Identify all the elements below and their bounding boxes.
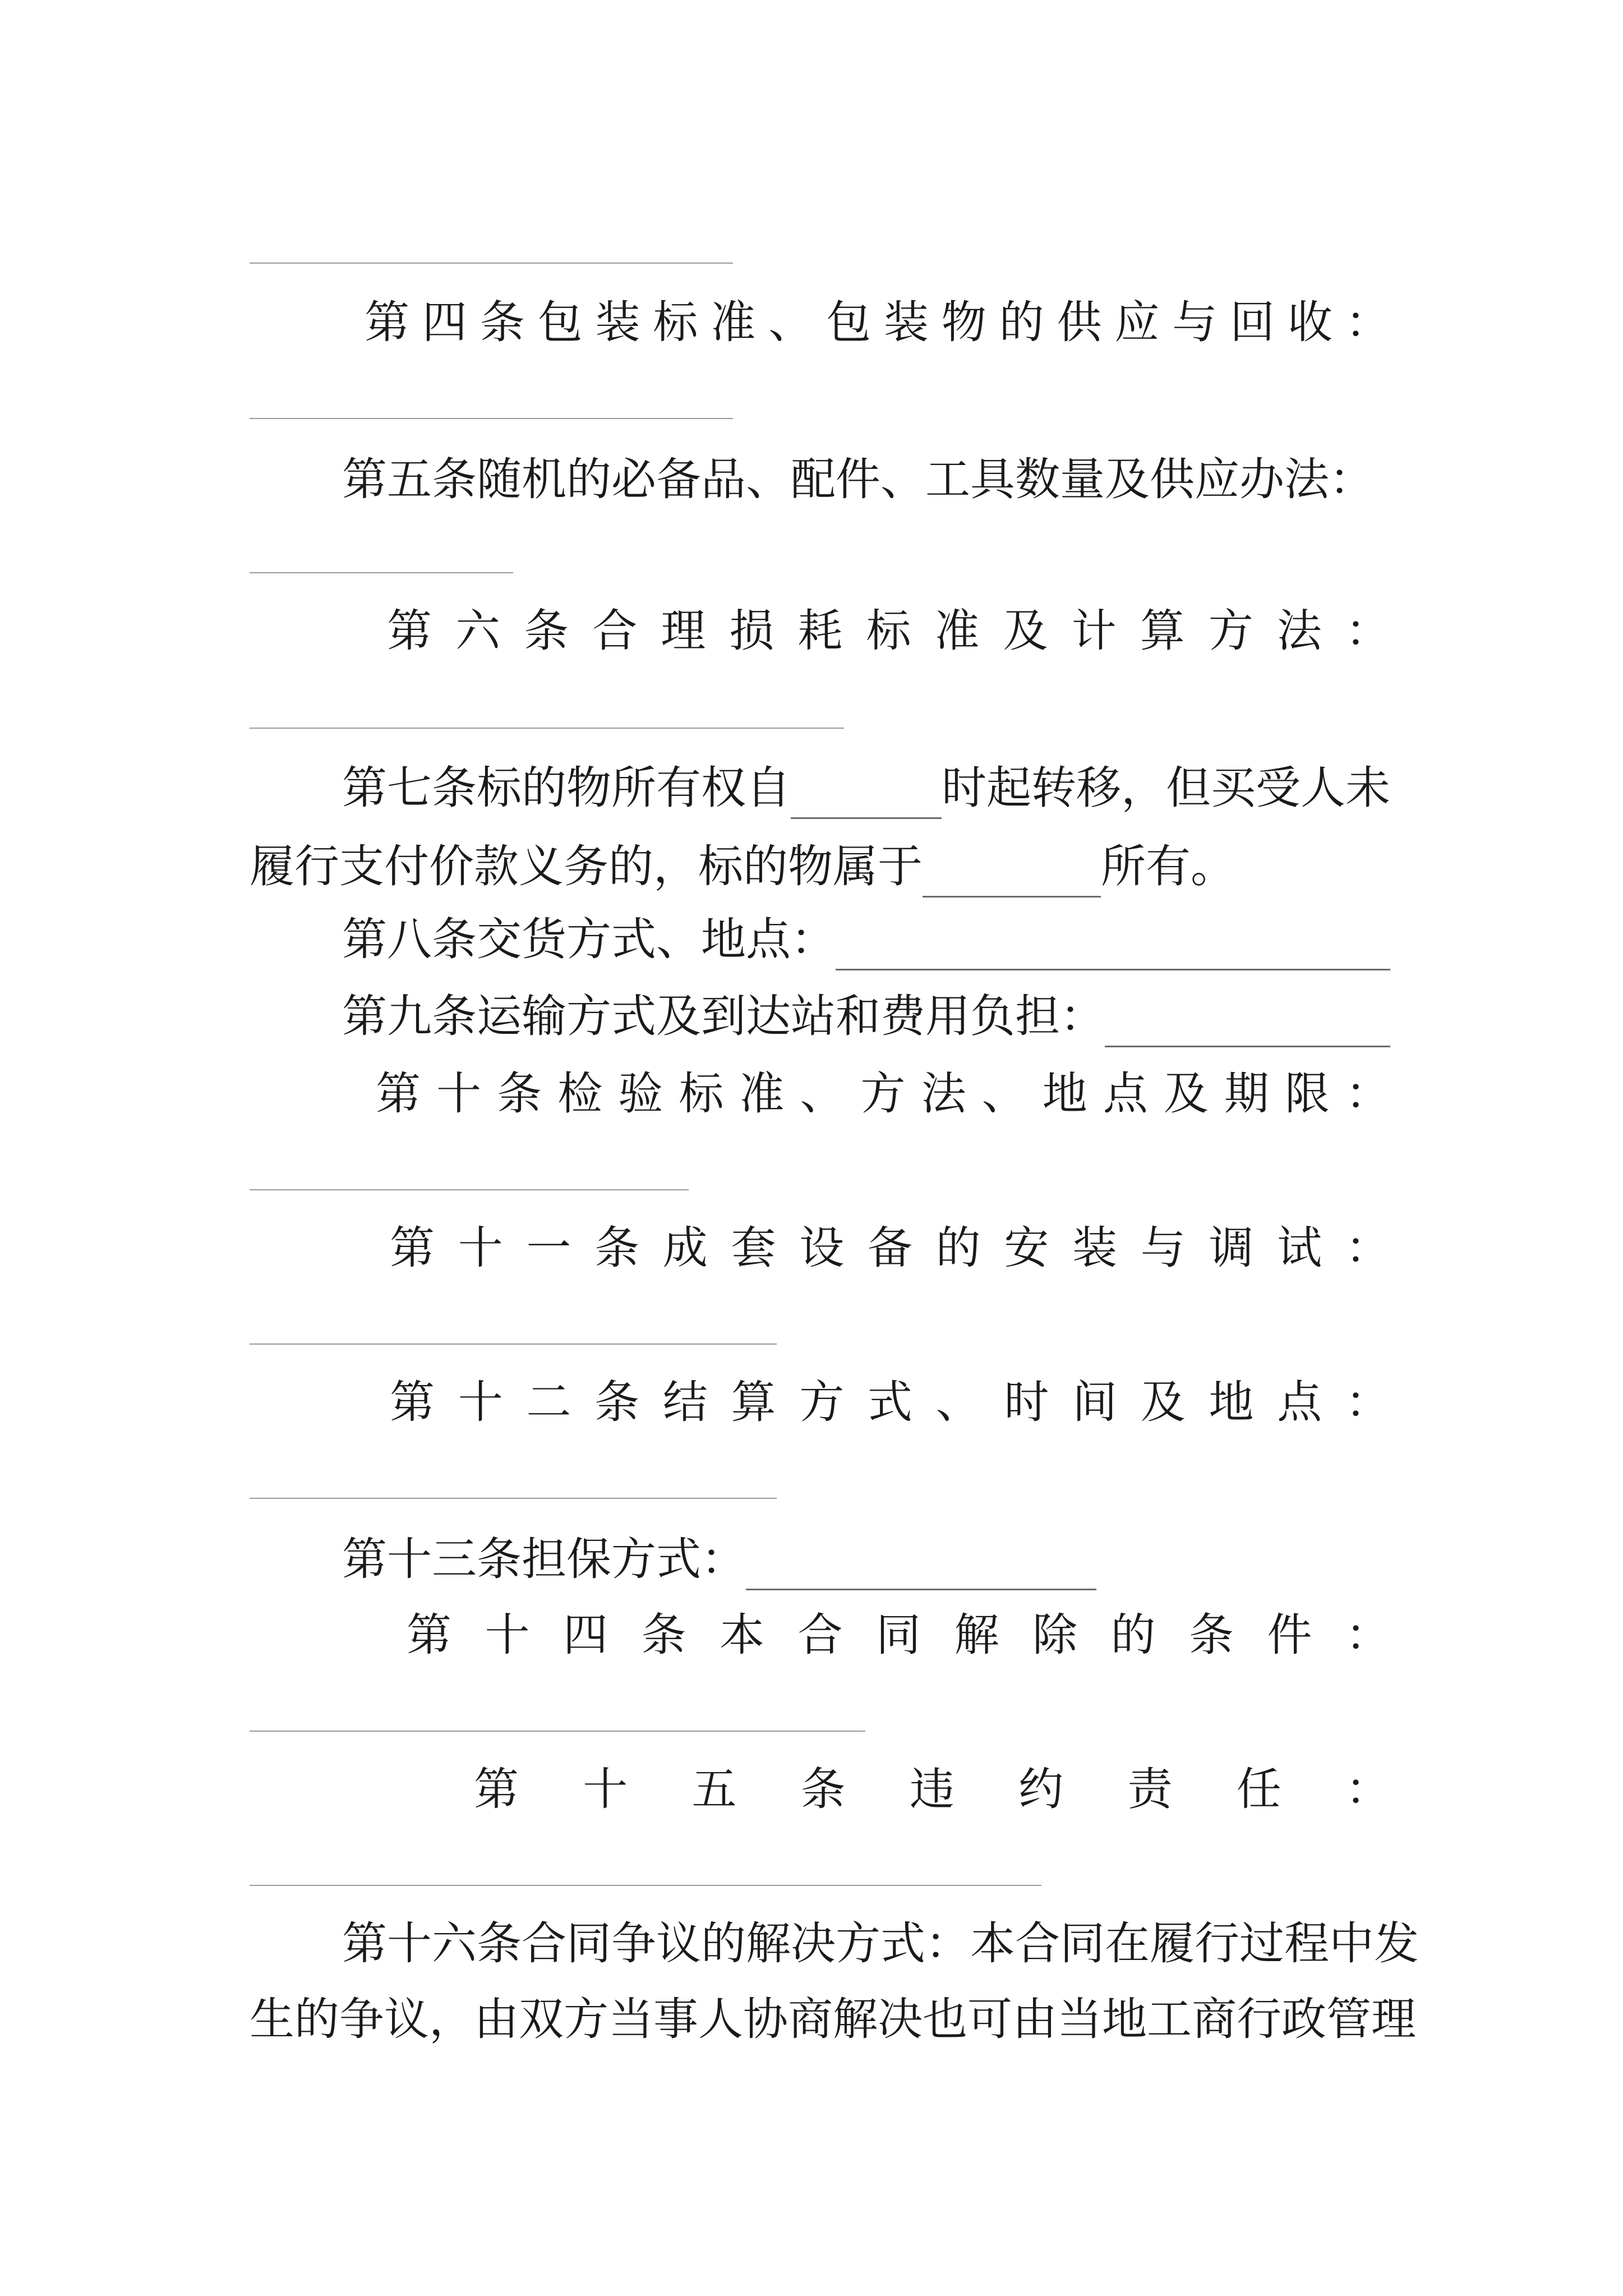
char: 合 (797, 1609, 843, 1661)
char: 人 (698, 1993, 743, 2045)
char: 商 (788, 1993, 833, 2045)
char: 议 (384, 1993, 429, 2045)
char: 方 (564, 1993, 608, 2045)
char: 条 (1189, 1609, 1234, 1661)
article-9-line (342, 986, 1390, 1047)
article-8-title: 第八条交货方式、地点： (342, 913, 836, 965)
char: 程 (1284, 1917, 1329, 1970)
char: 及 (1003, 605, 1048, 657)
char: 违 (910, 1763, 955, 1815)
char: 履 (1150, 1917, 1195, 1970)
char: 条 (497, 1068, 542, 1120)
char: 第 (342, 1917, 387, 1970)
char: 议 (656, 1917, 701, 1970)
char: 解 (954, 1609, 999, 1661)
char: 解 (833, 1993, 878, 2045)
char: 条 (800, 1763, 846, 1815)
char: 同 (1060, 1917, 1105, 1970)
char: ： (1345, 1376, 1390, 1428)
char: 计 (1071, 605, 1117, 657)
char: 收 (1288, 296, 1332, 348)
char: 合 (1015, 1917, 1060, 1970)
char: 检 (557, 1068, 603, 1120)
char: 第 (387, 605, 432, 657)
char: 法 (921, 1068, 966, 1120)
article-7-text-2: 时起转移，但买受人未 (942, 762, 1390, 814)
char: 十 (583, 1763, 628, 1815)
article-13-blank (746, 1542, 1096, 1590)
char: 双 (519, 1993, 564, 2045)
char: 时 (1004, 1376, 1049, 1428)
char: 方 (860, 1068, 906, 1120)
article-7-blank-2 (923, 849, 1101, 898)
char: 责 (1127, 1763, 1173, 1815)
char: 式 (867, 1376, 912, 1428)
article-9-blank (1105, 999, 1390, 1047)
char: 本 (970, 1917, 1015, 1970)
article-14-title (407, 1604, 1390, 1666)
char: 任 (1236, 1763, 1281, 1815)
char: 条 (477, 1917, 522, 1970)
char: 耗 (797, 605, 843, 657)
char: 除 (1032, 1609, 1077, 1661)
char: 由 (474, 1993, 519, 2045)
char: 四 (422, 296, 467, 348)
char: 的 (294, 1993, 339, 2045)
char: 商 (1192, 1993, 1237, 2045)
char: 的 (701, 1917, 746, 1970)
char: 、 (800, 1068, 845, 1120)
char: 备 (867, 1222, 912, 1274)
char: 回 (1230, 296, 1275, 348)
char: 损 (729, 605, 774, 657)
char: 发 (1374, 1917, 1419, 1970)
char: 件 (1267, 1609, 1312, 1661)
char: 、 (768, 296, 814, 348)
char: 方 (836, 1917, 880, 1970)
char: 成 (662, 1222, 708, 1274)
char: 期 (1224, 1068, 1269, 1120)
char: 在 (1105, 1917, 1150, 1970)
char: 第 (390, 1376, 435, 1428)
article-9-title: 第九条运输方式及到达站和费用负担： (342, 990, 1105, 1042)
char: 决 (878, 1993, 923, 2045)
char: 包 (826, 296, 871, 348)
char: 二 (526, 1376, 571, 1428)
char: 包 (537, 296, 583, 348)
char: 验 (618, 1068, 663, 1120)
char: 十 (485, 1609, 530, 1661)
answer-line-article4 (250, 418, 733, 419)
char: 六 (455, 605, 501, 657)
char: 点 (1277, 1376, 1322, 1428)
char: 当 (1057, 1993, 1102, 2045)
char: 的 (999, 296, 1044, 348)
char: 工 (1147, 1993, 1192, 2045)
article-10-title (376, 1063, 1390, 1125)
char: 一 (526, 1222, 571, 1274)
char: 条 (524, 605, 569, 657)
char: 点 (1103, 1068, 1148, 1120)
char: 五 (691, 1763, 737, 1815)
char: 、 (981, 1068, 1027, 1120)
char: 调 (1209, 1222, 1254, 1274)
answer-line-article14 (250, 1731, 865, 1732)
char: 试 (1277, 1222, 1322, 1274)
char: 约 (1018, 1763, 1064, 1815)
char: 安 (1004, 1222, 1049, 1274)
char: 本 (720, 1609, 764, 1661)
char: 及 (1163, 1068, 1209, 1120)
char: 决 (791, 1917, 836, 1970)
char: 中 (1329, 1917, 1374, 1970)
article-13-line (342, 1529, 1390, 1590)
char: 争 (611, 1917, 656, 1970)
answer-line-article11 (250, 1343, 777, 1345)
char: ， (429, 1993, 474, 2045)
char: 准 (711, 296, 756, 348)
answer-line-article6 (250, 728, 844, 729)
char: 、 (935, 1376, 981, 1428)
char: 协 (743, 1993, 788, 2045)
char: 装 (883, 296, 929, 348)
char: 标 (679, 1068, 724, 1120)
char: 及 (1140, 1376, 1186, 1428)
char: 当 (608, 1993, 653, 2045)
char: ： (1345, 1609, 1390, 1661)
char: 装 (595, 296, 640, 348)
char: 十 (387, 1917, 432, 1970)
char: ： (1345, 1222, 1390, 1274)
char: ： (1345, 1763, 1390, 1815)
char: 行 (1237, 1993, 1281, 2045)
char: 同 (876, 1609, 921, 1661)
answer-line-article5 (250, 572, 513, 573)
char: ： (925, 1917, 970, 1970)
char: 准 (739, 1068, 785, 1120)
char: 行 (1195, 1917, 1239, 1970)
char: 政 (1281, 1993, 1326, 2045)
article-15-title (474, 1759, 1390, 1820)
char: 十 (458, 1376, 503, 1428)
article-7-blank-1 (791, 770, 942, 819)
char: 式 (880, 1917, 925, 1970)
char: 十 (436, 1068, 482, 1120)
article-5-title: 第五条随机的必备品、配件、工具数量及供应办法： (342, 453, 1374, 505)
char: 条 (594, 1222, 640, 1274)
article-7-text-3: 履行支付价款义务的，标的物属于 (250, 840, 923, 892)
char: 条 (641, 1609, 686, 1661)
char: 限 (1284, 1068, 1330, 1120)
char: 条 (594, 1376, 640, 1428)
char: ： (1345, 605, 1390, 657)
char: 准 (934, 605, 980, 657)
char: 争 (339, 1993, 384, 2045)
char: 方 (1208, 605, 1253, 657)
char: 装 (1072, 1222, 1118, 1274)
answer-line-article12 (250, 1498, 777, 1499)
article-11-title (390, 1217, 1390, 1279)
article-16-line-1 (342, 1913, 1419, 1975)
article-4-title (365, 292, 1390, 353)
article-12-title (390, 1372, 1390, 1433)
answer-line-article15 (250, 1885, 1041, 1886)
article-13-title: 第十三条担保方式： (342, 1533, 746, 1585)
char: 的 (935, 1222, 981, 1274)
char: 的 (1110, 1609, 1156, 1661)
char: 同 (566, 1917, 611, 1970)
char: 物 (941, 296, 986, 348)
char: 事 (653, 1993, 698, 2045)
char: 标 (653, 296, 698, 348)
char: 也 (923, 1993, 967, 2045)
char: ： (1345, 296, 1390, 348)
char: 地 (1102, 1993, 1147, 2045)
char: 十 (458, 1222, 503, 1274)
char: 应 (1114, 296, 1160, 348)
article-6-title (387, 600, 1390, 662)
char: 间 (1072, 1376, 1118, 1428)
char: 套 (731, 1222, 776, 1274)
answer-line-article10 (250, 1189, 689, 1190)
char: 理 (661, 605, 706, 657)
article-16-line-2 (250, 1989, 1416, 2050)
article-7-line-1 (342, 757, 1390, 819)
article-7-text-4: 所有。 (1101, 840, 1235, 892)
char: 设 (799, 1222, 845, 1274)
char: 由 (1012, 1993, 1057, 2045)
char: 生 (250, 1993, 294, 2045)
article-8-blank (836, 922, 1390, 970)
char: 第 (376, 1068, 421, 1120)
char: 六 (432, 1917, 477, 1970)
char: 第 (407, 1609, 451, 1661)
char: 地 (1209, 1376, 1254, 1428)
char: 管 (1326, 1993, 1371, 2045)
char: 与 (1172, 296, 1218, 348)
char: 四 (563, 1609, 608, 1661)
char: 合 (592, 605, 638, 657)
char: 标 (866, 605, 911, 657)
char: 第 (365, 296, 409, 348)
char: 地 (1042, 1068, 1087, 1120)
char: 与 (1140, 1222, 1186, 1274)
char: 第 (390, 1222, 435, 1274)
article-7-text-1: 第七条标的物所有权自 (342, 762, 791, 814)
char: 算 (1140, 605, 1185, 657)
answer-line-article3 (250, 263, 733, 264)
char: 结 (662, 1376, 708, 1428)
article-7-line-2 (250, 836, 1390, 898)
char: 算 (731, 1376, 776, 1428)
char: 解 (746, 1917, 791, 1970)
char: 合 (522, 1917, 566, 1970)
char: 理 (1371, 1993, 1416, 2045)
char: 条 (479, 296, 525, 348)
article-8-line (342, 909, 1390, 970)
char: ： (1345, 1068, 1390, 1120)
char: 可 (967, 1993, 1012, 2045)
char: 过 (1239, 1917, 1284, 1970)
char: 方 (799, 1376, 845, 1428)
char: 第 (474, 1763, 519, 1815)
char: 供 (1057, 296, 1102, 348)
char: 法 (1276, 605, 1322, 657)
